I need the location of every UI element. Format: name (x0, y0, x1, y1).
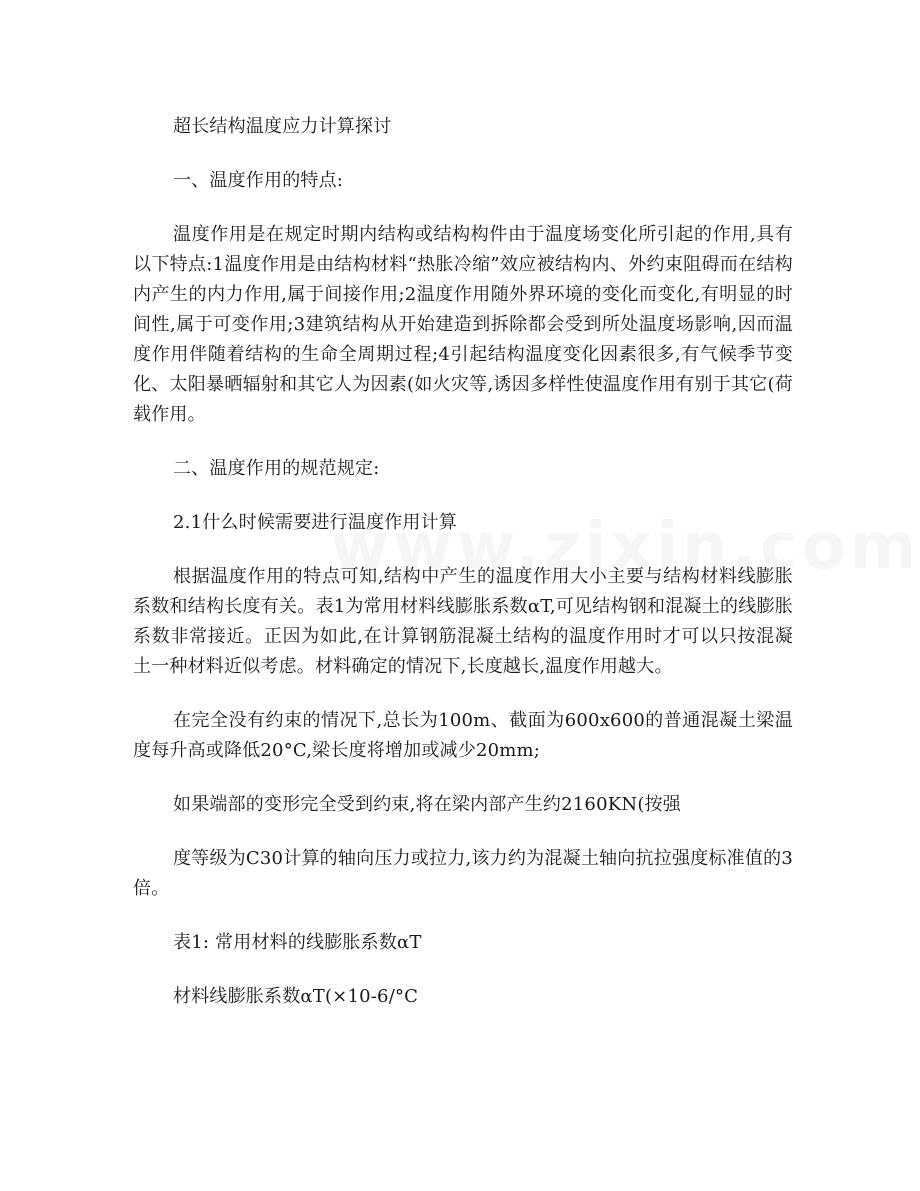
section-1-paragraph: 温度作用是在规定时期内结构或结构构件由于温度场变化所引起的作用,具有以下特点:1温度作用是由结构材料“热胀冷缩”效应被结构内、外约束阻碍而在结构内产生的内力作用,属于间接作用;2温度作用随外界环境的变化而变化,有明显的时间性,属于可变作用;3建筑结构从开始建造到拆除都会受到所处温度场影响,因而温度作用伴随着结构的生命全周期过程;4引起结构温度变化因素很多,有气候季节变化、太阳暴晒辐射和其它人为因素(如火灾等,诱因多样性使温度作用有别于其它(荷载作用。 (133, 224, 793, 425)
subsection-2-1-heading: 2.1什么时候需要进行温度作用计算 (173, 512, 458, 533)
document-title: 超长结构温度应力计算探讨 (173, 116, 392, 137)
section-1-heading: 一、温度作用的特点: (173, 170, 344, 191)
axial-force-paragraph: 度等级为C30计算的轴向压力或拉力,该力约为混凝土轴向抗拉强度标准值的3倍。 (133, 848, 793, 899)
document-body (133, 112, 793, 1012)
section-2-heading: 二、温度作用的规范规定: (173, 458, 380, 479)
table-caption: 表1: 常用材料的线膨胀系数αT (173, 932, 422, 953)
unrestrained-beam-paragraph: 在完全没有约束的情况下,总长为100m、截面为600x600的普通混凝土梁温度每升高或降低20°C,梁长度将增加或减少20mm; (133, 710, 793, 761)
restrained-beam-paragraph: 如果端部的变形完全受到约束,将在梁内部产生约2160KN(按强 (173, 794, 681, 815)
table-header: 材料线膨胀系数αT(×10-6/°C (173, 986, 419, 1007)
subsection-2-1-paragraph: 根据温度作用的特点可知,结构中产生的温度作用大小主要与结构材料线膨胀系数和结构长度有关。表1为常用材料线膨胀系数αT,可见结构钢和混凝土的线膨胀系数非常接近。正因为如此,在计算钢筋混凝土结构的温度作用时才可以只按混凝土一种材料近似考虑。材料确定的情况下,长度越长,温度作用越大。 (133, 566, 793, 677)
